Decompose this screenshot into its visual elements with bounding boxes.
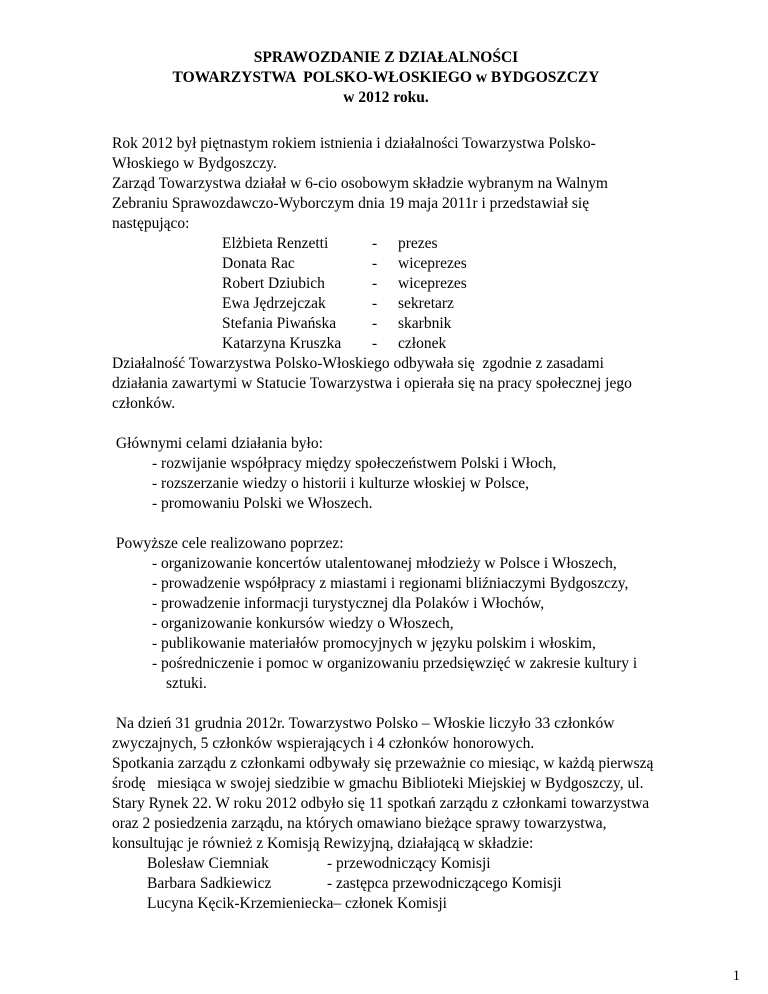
- membership-paragraph: Na dzień 31 grudnia 2012r. Towarzystwo Polsko – Włoskie liczyło 33 członków zwyczajnych, 5 członków wspierających i 4 członków honorowych.: [112, 715, 619, 752]
- commission-member-role: przewodniczący Komisji: [332, 855, 491, 872]
- intro-paragraph-1: Rok 2012 był piętnastym rokiem istnienia i działalności Towarzystwa Polsko-Włoskiego w Bydgoszczy.: [112, 135, 596, 172]
- commission-member-name: Lucyna Kęcik-Krzemieniecka: [147, 895, 334, 912]
- board-member-name: Donata Rac: [222, 255, 295, 272]
- board-member-role: sekretarz: [398, 295, 454, 312]
- board-member-separator: -: [372, 255, 378, 272]
- commission-list: [147, 854, 660, 914]
- board-member-role: członek: [398, 335, 447, 352]
- method-item: - organizowanie konkursów wiedzy o Włoszech,: [152, 615, 454, 632]
- board-member-name: Robert Dziubich: [222, 275, 325, 292]
- goals-heading: Głównymi celami działania było:: [112, 435, 323, 452]
- title-line-2: TOWARZYSTWA POLSKO-WŁOSKIEGO w BYDGOSZCZY: [172, 69, 600, 86]
- method-item: - organizowanie koncertów utalentowanej młodzieży w Polsce i Włoszech,: [152, 555, 617, 572]
- commission-member-name: Barbara Sadkiewicz: [147, 875, 272, 892]
- goal-item: - rozszerzanie wiedzy o historii i kulturze włoskiej w Polsce,: [152, 475, 530, 492]
- method-item: - pośredniczenie i pomoc w organizowaniu przedsięwzięć w zakresie kultury i sztuki.: [152, 655, 642, 692]
- board-member-separator: -: [372, 235, 378, 252]
- commission-member-role: członek Komisji: [341, 895, 447, 912]
- board-member-list: [222, 234, 660, 354]
- board-member-row: [222, 274, 660, 294]
- board-member-row: [222, 254, 660, 274]
- commission-separator: -: [327, 855, 333, 872]
- goal-item: - promowaniu Polski we Włoszech.: [152, 495, 373, 512]
- methods-heading: Powyższe cele realizowano poprzez:: [112, 535, 344, 552]
- meetings-paragraph: Spotkania zarządu z członkami odbywały się przeważnie co miesiąc, w każdą pierwszą środę miesiąca w swojej siedzibie w gmachu Biblioteki Miejskiej w Bydgoszczy, ul. Stary Rynek 22. W roku 2012 odbyło się 11 spotkań zarządu z członkami towarzystwa oraz 2 posiedzenia zarządu, na których omawiano bieżące sprawy towarzystwa, konsultując je również z Komisją Rewizyjną, działającą w składzie:: [112, 755, 658, 852]
- board-member-row: [222, 334, 660, 354]
- commission-member-role: zastępca przewodniczącego Komisji: [332, 875, 562, 892]
- board-member-separator: -: [372, 275, 378, 292]
- intro-paragraph-2: Zarząd Towarzystwa działał w 6-cio osobowym składzie wybranym na Walnym Zebraniu Sprawozdawczo-Wyborczym dnia 19 maja 2011r i przedstawiał się następująco:: [112, 175, 612, 232]
- method-item: - publikowanie materiałów promocyjnych w języku polskim i włoskim,: [152, 635, 596, 652]
- membership-section: [112, 714, 660, 854]
- board-member-role: wiceprezes: [398, 255, 467, 272]
- commission-member-name: Bolesław Ciemniak: [147, 855, 269, 872]
- board-member-role: skarbnik: [398, 315, 452, 332]
- board-member-role: wiceprezes: [398, 275, 467, 292]
- methods-section: [112, 534, 660, 694]
- board-member-row: [222, 314, 660, 334]
- commission-separator: –: [333, 895, 342, 912]
- title-line-1: SPRAWOZDANIE Z DZIAŁALNOŚCI: [253, 49, 519, 66]
- page-number: 1: [732, 968, 740, 984]
- board-member-name: Elżbieta Renzetti: [222, 235, 329, 252]
- board-member-name: Ewa Jędrzejczak: [222, 295, 326, 312]
- method-item: - prowadzenie współpracy z miastami i regionami bliźniaczymi Bydgoszczy,: [152, 575, 629, 592]
- board-member-row: [222, 294, 660, 314]
- board-member-name: Katarzyna Kruszka: [222, 335, 342, 352]
- commission-row: [147, 874, 660, 894]
- goals-list: [152, 454, 660, 514]
- commission-separator: -: [327, 875, 333, 892]
- board-member-row: [222, 234, 660, 254]
- title-line-3: w 2012 roku.: [343, 89, 429, 106]
- board-member-separator: -: [372, 295, 378, 312]
- methods-list: [152, 554, 660, 694]
- method-item: - prowadzenie informacji turystycznej dla Polaków i Włochów,: [152, 595, 545, 612]
- document-title: [112, 48, 660, 108]
- commission-row: [147, 894, 660, 914]
- goal-item: - rozwijanie współpracy między społeczeństwem Polski i Włoch,: [152, 455, 557, 472]
- board-member-name: Stefania Piwańska: [222, 315, 337, 332]
- goals-section: [112, 434, 660, 514]
- board-member-separator: -: [372, 335, 378, 352]
- activity-paragraph: Działalność Towarzystwa Polsko-Włoskiego odbywała się zgodnie z zasadami działania zawartymi w Statucie Towarzystwa i opierała się na pracy społecznej jego członków.: [112, 355, 636, 412]
- commission-row: [147, 854, 660, 874]
- board-member-role: prezes: [398, 235, 438, 252]
- board-member-separator: -: [372, 315, 378, 332]
